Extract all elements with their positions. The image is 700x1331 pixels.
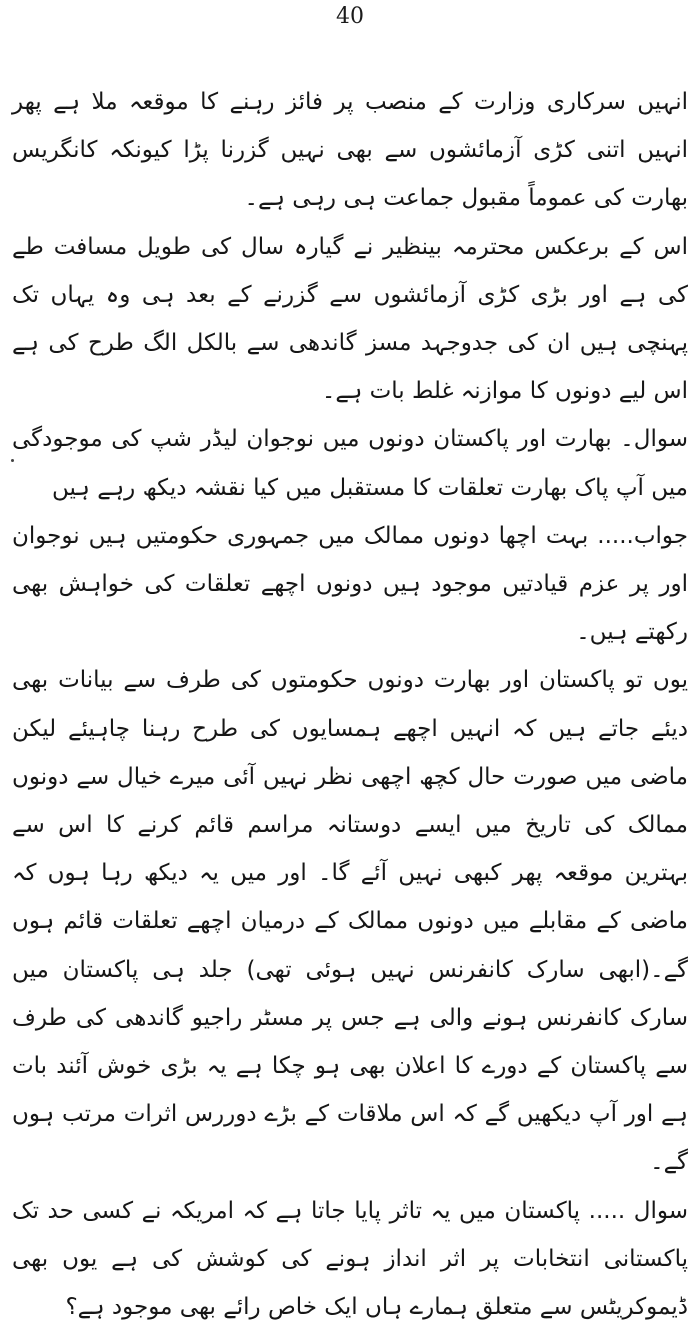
- paragraph: جواب..... بہت اچھا دونوں ممالک میں جمہوری حکومتیں ہیں نوجوان اور پر عزم قیادتیں موجود ہیں دونوں اچھے تعلقات کی خواہش بھی رکھتے ہیں۔: [12, 522, 688, 646]
- paragraph: یوں تو پاکستان اور بھارت دونوں حکومتوں کی طرف سے بیانات بھی دیئے جاتے ہیں کہ انہیں اچھے ہمسایوں کی طرح رہنا چاہیئے لیکن ماضی میں صورت حال کچھ اچھی نظر نہیں آئی میرے خیال سے دونوں ممالک کی تاریخ میں ایسے دوستانہ مراسم قائم کرنے کا اس سے بہترین موقعہ پھر کبھی نہیں آئے گا۔ اور میں یہ دیکھ رہا ہوں کہ ماضی کے مقابلے میں دونوں ممالک کے درمیان اچھے تعلقات قائم ہوں گے۔(ابھی سارک کانفرنس نہیں ہوئی تھی) جلد ہی پاکستان میں سارک کانفرنس ہونے والی ہے جس پر مسٹر راجیو گاندھی کی طرف سے پاکستان کے دورے کا اعلان بھی ہو چکا ہے یہ بڑی خوش آئند بات ہے اور آپ دیکھیں گے کہ اس ملاقات کے بڑے دوررس اثرات مرتب ہوں گے۔: [12, 667, 688, 1176]
- page-number: 40: [336, 4, 364, 29]
- scan-speck: [11, 459, 14, 462]
- paragraph: اس کے برعکس محترمہ بینظیر نے گیارہ سال کی طویل مسافت طے کی ہے اور بڑی کڑی آزمائشوں سے گزرنے کے بعد ہی وہ یہاں تک پہنچی ہیں ان کی جدوجہد مسز گاندھی سے بالکل الگ طرح کی ہے اس لیے دونوں کا موازنہ غلط بات ہے۔: [12, 233, 688, 405]
- paragraph: سوال ..... پاکستان میں یہ تاثر پایا جاتا ہے کہ امریکہ نے کسی حد تک پاکستانی انتخابات پر اثر انداز ہونے کی کوشش کی ہے یوں بھی ڈیموکریٹس سے متعلق ہمارے ہاں ایک خاص رائے بھی موجود ہے؟: [12, 1197, 688, 1321]
- paragraph: سوال۔ بھارت اور پاکستان دونوں میں نوجوان لیڈر شپ کی موجودگی میں آپ پاک بھارت تعلقات کا مستقبل میں کیا نقشہ دیکھ رہے ہیں: [12, 426, 688, 501]
- body-text: [12, 78, 688, 1331]
- paragraph: انہیں سرکاری وزارت کے منصب پر فائز رہنے کا موقعہ ملا ہے پھر انہیں اتنی کڑی آزمائشوں سے بھی نہیں گزرنا پڑا کیونکہ کانگریس بھارت کی عموماً مقبول جماعت ہی رہی ہے۔: [12, 89, 688, 212]
